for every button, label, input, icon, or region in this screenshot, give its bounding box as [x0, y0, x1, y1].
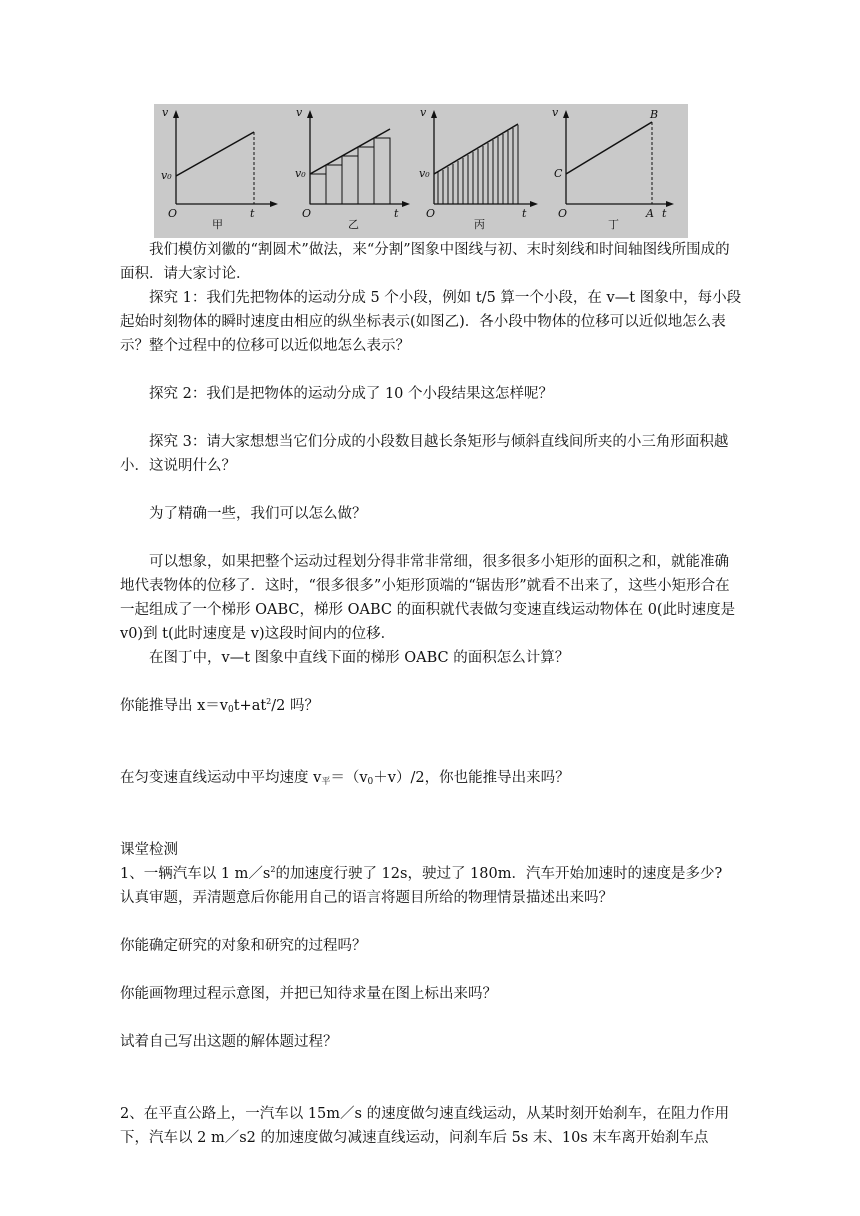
graph-jia-t-label: t — [250, 207, 255, 220]
graph-ding-point-a: A — [646, 207, 654, 220]
graph-bing-v0-label: v₀ — [419, 167, 430, 180]
graph-bing — [419, 106, 538, 231]
paragraph-explore-2: 探究 2：我们是把物体的运动分成了 10 个小段结果这怎样呢？ — [149, 386, 554, 402]
question-2: 2、在平直公路上，一汽车以 15m／s 的速度做匀速直线运动，从某时刻开始刹车，在阻力作用下，汽车以 2 m／s2 的加速度做匀减速直线运动，问刹车后 5s 末、10s 末车离开始刹车点 — [120, 1106, 730, 1146]
graph-jia-caption: 甲 — [212, 218, 223, 231]
graph-yi-t-label: t — [394, 207, 399, 220]
graph-jia — [161, 106, 278, 231]
paragraph-explore-1: 探究 1：我们先把物体的运动分成 5 个小段，例如 t/5 算一个小段，在 v—t 图象中，每小段起始时刻物体的瞬时速度由相应的纵坐标表示(如图乙)．各小段中物体的位移可以近似地怎么表示？整个过程中的位移可以近似地怎么表示？ — [120, 290, 742, 354]
question-1: 1、一辆汽车以 1 $m/s^2$的加速度行驶了 12s，驶过了 180m．汽车开始加速时的速度是多少? — [120, 865, 723, 882]
vt-graph-figures — [154, 104, 688, 238]
graph-jia-origin: O — [168, 207, 178, 220]
graph-yi — [295, 106, 410, 231]
question-1-hint-c: 你能画物理过程示意图，并把已知待求量在图上标出来吗？ — [120, 986, 497, 1002]
graph-bing-v-label: v — [420, 106, 427, 119]
graph-bing-t-label: t — [522, 207, 527, 220]
vt-graph-svg — [154, 104, 688, 238]
graph-ding-caption: 丁 — [608, 218, 619, 231]
graph-ding-v-label: v — [552, 106, 559, 119]
graph-ding-origin: O — [558, 207, 568, 220]
graph-bing-caption: 丙 — [474, 218, 485, 231]
paragraph-explore-3: 探究 3：请大家想想当它们分成的小段数目越长条矩形与倾斜直线间所夹的小三角形面积越小．这说明什么？ — [120, 434, 729, 474]
graph-ding-point-c: C — [554, 167, 563, 180]
paragraph-imagine: 可以想象，如果把整个运动过程划分得非常非常细，很多很多小矩形的面积之和，就能准确地代表物体的位移了．这时，“很多很多”小矩形顶端的“锯齿形”就看不出来了，这些小矩形合在一起组成了一个梯形 OABC，梯形 OABC 的面积就代表做匀变速直线运动物体在 0(此时速度是 v0)到 t(此时速度是 v)这段时间内的位移． — [120, 554, 736, 642]
graph-jia-v0-label: v₀ — [161, 169, 172, 182]
graph-ding — [552, 106, 674, 231]
question-1-hint-d: 试着自己写出这题的解体题过程？ — [120, 1034, 338, 1050]
graph-yi-caption: 乙 — [348, 218, 359, 231]
graph-ding-t-label: t — [662, 207, 667, 220]
question-1-hint-b: 你能确定研究的对象和研究的过程吗？ — [120, 938, 367, 954]
section-heading: 课堂检测 — [120, 842, 178, 858]
question-1-hint-a: 认真审题，弄清题意后你能用自己的语言将题目所给的物理情景描述出来吗？ — [120, 890, 613, 906]
graph-bing-origin: O — [426, 207, 436, 220]
graph-jia-v-label: v — [162, 106, 169, 119]
paragraph-derive-avg-v: 在匀变速直线运动中平均速度 $v_平=(v_0+v)/2$，你也能推导出来吗？ — [120, 770, 570, 787]
paragraph-trapezoid: 在图丁中，v—t 图象中直线下面的梯形 OABC 的面积怎么计算？ — [149, 650, 570, 666]
graph-ding-point-b: B — [650, 108, 659, 121]
paragraph-derive-x: 你能推导出 $x=v_0t+at^2/2$ 吗？ — [120, 697, 319, 715]
paragraph-intro: 我们模仿刘徽的“割圆术”做法，来“分割”图象中图线与初、末时刻线和时间轴图线所围成的面积．请大家讨论． — [120, 242, 730, 282]
graph-yi-v0-label: v₀ — [295, 167, 306, 180]
paragraph-precision: 为了精确一些，我们可以怎么做？ — [149, 506, 367, 522]
graph-yi-v-label: v — [296, 106, 303, 119]
document-body — [120, 238, 742, 1150]
graph-yi-origin: O — [302, 207, 312, 220]
